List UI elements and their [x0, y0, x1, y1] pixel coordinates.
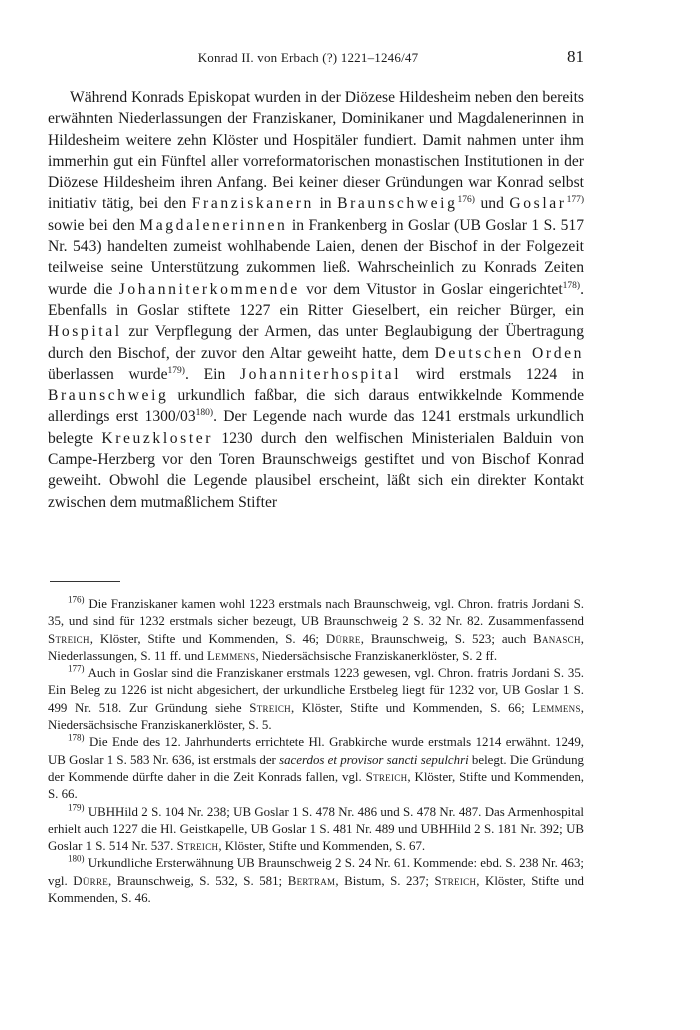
page-number: 81 — [567, 47, 584, 66]
text-run: , Klöster, Stifte und Kommenden, S. 66; — [291, 700, 533, 715]
footnote-ref-176: 176) — [457, 195, 475, 206]
footnote-number: 178) — [68, 733, 85, 744]
footnote-ref-180: 180) — [195, 408, 214, 419]
text-run: , Klöster, Stifte und Kommenden, S. 46. — [48, 873, 584, 906]
spaced-term: Goslar — [509, 195, 567, 213]
footnote-178 — [48, 734, 584, 803]
author-name: Lemmens — [206, 648, 256, 663]
footnote-179 — [48, 804, 584, 856]
text-run: sowie bei den — [48, 216, 140, 234]
author-name: Streich — [48, 631, 90, 646]
text-run: vor dem Vitustor in Goslar eingerichtet — [299, 280, 563, 298]
text-run: . Ein — [184, 365, 240, 383]
text-run: 1230 durch den welfischen Ministerialen Balduin von Campe-Herzberg vor den Toren Braunschweigs gestiftet und von Bischof Konrad geweiht. Obwohl die Legende plausibel erscheint, läßt sich ein direkter Kontakt zwischen dem mutmaßlichem Stifter — [48, 429, 584, 511]
footnote-number: 177) — [68, 663, 85, 674]
text-run: zur Verpflegung der Armen, das unter Beglaubigung der Übertragung durch den Bischof, der zuvor den Altar geweiht hatte, dem — [48, 323, 584, 362]
text-run: . Der Legende nach wurde das 1241 erstmals urkundlich belegte — [48, 408, 584, 447]
author-name: Streich — [365, 769, 408, 784]
spaced-term: Deutschen Orden — [434, 344, 585, 362]
footnotes — [48, 596, 584, 907]
text-run: , Niederlassungen, S. 11 ff. und — [48, 631, 585, 663]
author-name: Streich — [434, 873, 477, 888]
author-name: Dürre — [325, 631, 361, 646]
text-run: , Bistum, S. 237; — [335, 873, 435, 888]
text-run: wird erstmals 1224 in — [401, 365, 584, 383]
spaced-term: Magdalenerinnen — [139, 216, 288, 234]
text-run: , Braunschweig, S. 532, S. 581; — [108, 873, 288, 888]
text-run: UBHHild 2 S. 104 Nr. 238; UB Goslar 1 S. 478 Nr. 486 und S. 478 Nr. 487. Das Armenhospital erhielt auch 1227 die Hl. Geistkapelle, UB Goslar 1 S. 481 Nr. 489 und UBHHild 2 S. 181 Nr. 392; UB Goslar 1 S. 514 Nr. 537. — [48, 804, 584, 854]
footnote-number: 176) — [68, 594, 85, 605]
author-name: Dürre — [73, 873, 109, 888]
footnote-ref-179: 179) — [167, 365, 185, 376]
footnote-176 — [48, 596, 584, 665]
text-run: , Klöster, Stifte und Kommenden, S. 66. — [48, 769, 584, 802]
text-run: , Klöster, Stifte und Kommenden, S. 46; — [89, 631, 326, 646]
text-run: in — [313, 195, 338, 213]
text-run: , Niedersächsische Franziskanerklöster, S. 2 ff. — [255, 648, 498, 663]
text-run: Die Ende des 12. Jahrhunderts errichtete Hl. Grabkirche wurde erstmals 1214 erwähnt. 1249, UB Goslar 1 S. 583 Nr. 636, ist erstmals der — [48, 735, 584, 767]
footnote-number: 180) — [68, 854, 85, 865]
spaced-term: Braunschweig — [337, 195, 458, 213]
running-title: Konrad II. von Erbach (?) 1221–1246/47 — [197, 50, 419, 65]
spaced-term: Kreuzkloster — [101, 429, 214, 447]
author-name: Lemmens — [532, 700, 581, 715]
footnote-ref-178: 178) — [562, 280, 581, 291]
footnote-separator — [50, 581, 120, 582]
text-run: , Braunschweig, S. 523; auch — [360, 631, 534, 646]
text-run: , Klöster, Stifte und Kommenden, S. 67. — [218, 839, 426, 854]
text-run: Urkundliche Ersterwähnung UB Braunschweig 2 S. 24 Nr. 61. Kommende: ebd. S. 238 Nr. 463; vgl. — [48, 856, 584, 888]
spaced-term: Hospital — [48, 323, 122, 341]
footnote-number: 179) — [68, 802, 85, 813]
book-page — [48, 0, 584, 1030]
text-run: Auch in Goslar sind die Franziskaner erstmals 1223 gewesen, vgl. Chron. fratris Jordani S. 35. Ein Beleg zu 1226 ist nicht abgesichert, der urkundliche Erstbeleg liegt für 1232 vor, UB Goslar 1 S. 499 Nr. 518. Zur Gründung siehe — [48, 666, 584, 715]
footnote-177 — [48, 665, 584, 734]
author-name: Streich — [176, 839, 219, 854]
text-run: belegt. Die Gründung der Kommende dürfte daher in die Zeit Konrads fallen, vgl. — [48, 752, 584, 784]
footnote-ref-177: 177) — [566, 195, 584, 206]
spaced-term: Franziskanern — [191, 195, 314, 213]
spaced-term: Johanniterhospital — [240, 365, 402, 383]
text-run: Die Franziskaner kamen wohl 1223 erstmals nach Braunschweig, vgl. Chron. fratris Jordani S. 35, und sind für 1232 erstmals sicher bezeugt, UB Braunschweig 2 S. 32 Nr. 82. Zusammenfassend — [48, 597, 584, 629]
text-run: in Frankenberg in Goslar (UB Goslar 1 S. 517 Nr. 543) handelten zumeist wohlhabende Laien, denen der Bischof in der Folgezeit teilweise seine Unterstützung zukommen ließ. Wahrscheinlich zu Konrads Zeiten wurde die — [48, 216, 584, 298]
text-run: , Niedersächsische Franziskanerklöster, S. 5. — [48, 700, 585, 733]
text-run: Während Konrads Episkopat wurden in der Diözese Hildesheim neben den bereits erwähnten Niederlassungen der Franziskaner, Dominikaner und Magdalenerinnen in Hildesheim weitere zehn Klöster und Hospitäler fundiert. Damit nahmen unter ihm immerhin gut ein Fünftel aller vorreformatorischen monastischen Institutionen in der Diözese Hildesheim ihren Anfang. Bei keiner dieser Gründungen war Konrad selbst initiativ tätig, bei den — [48, 89, 584, 213]
text-run: urkundlich faßbar, die sich daraus entwikkelnde Kommende allerdings erst 1300/03 — [48, 387, 584, 426]
spaced-term: Johanniterkommende — [118, 280, 300, 298]
author-name: Streich — [249, 700, 291, 715]
latin-phrase: sacerdos et provisor sancti sepulchri — [279, 752, 469, 767]
page-header — [48, 47, 584, 70]
author-name: Bertram — [287, 873, 336, 888]
text-run: . Ebenfalls in Goslar stiftete 1227 ein Ritter Gieselbert, ein reicher Bürger, ein — [48, 280, 584, 319]
author-name: Banasch — [533, 631, 581, 646]
main-text — [48, 87, 584, 513]
text-run: überlassen wurde — [48, 365, 168, 383]
footnote-180 — [48, 855, 584, 907]
spaced-term: Braunschweig — [48, 387, 169, 405]
body-paragraph — [48, 87, 584, 513]
text-run: und — [474, 195, 510, 213]
